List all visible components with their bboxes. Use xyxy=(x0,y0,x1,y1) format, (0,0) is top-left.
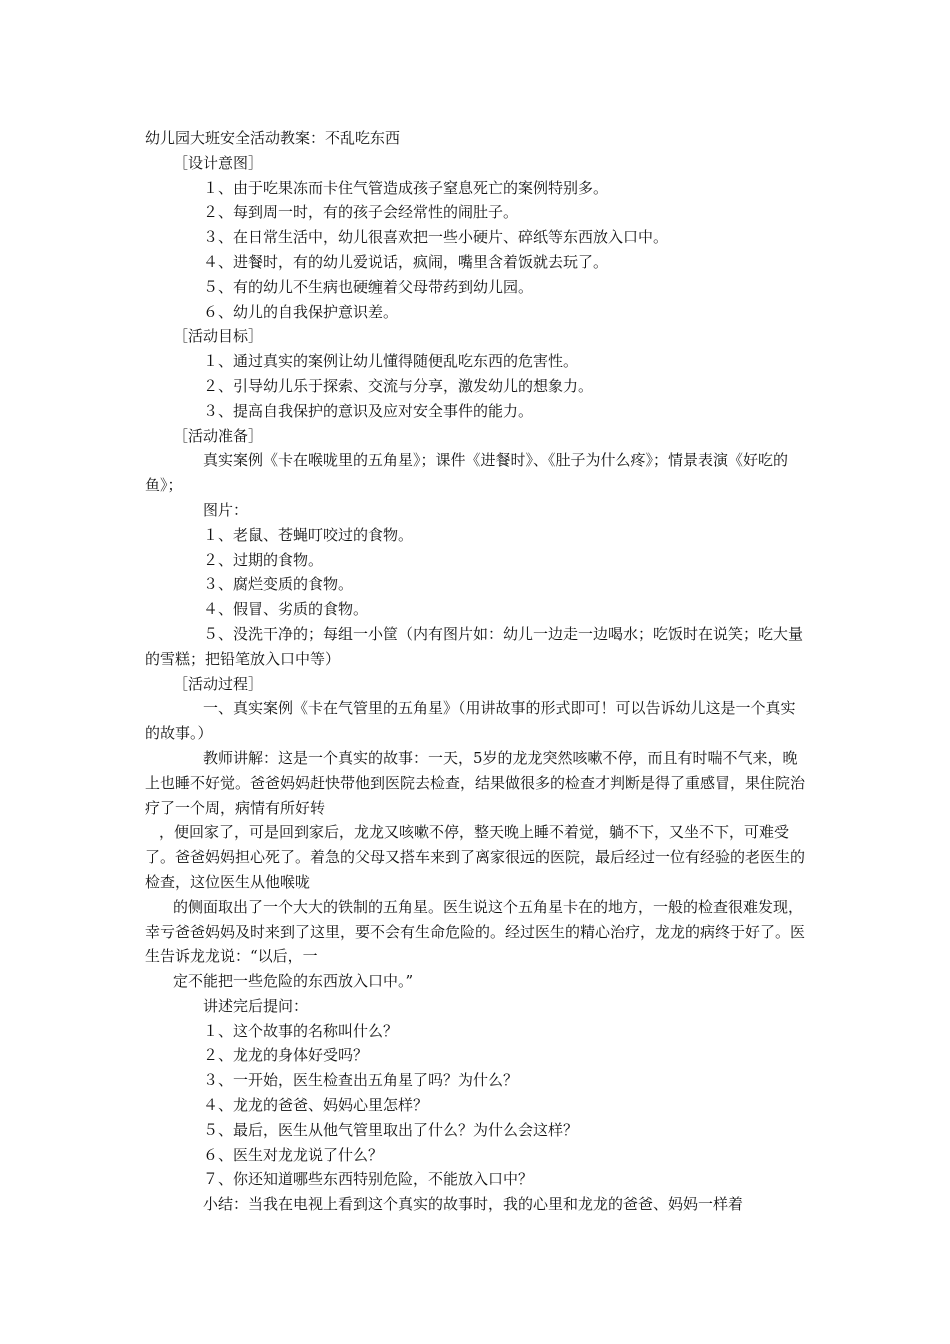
picture-item: ４、假冒、劣质的食物。 xyxy=(203,600,369,619)
teacher-explanation-continued: 的侧面取出了一个大大的铁制的五角星。医生说这个五角星卡在的地方，一般的检查很难发现，幸亏爸爸妈妈及时来到了这里，要不会有生命危险的。经过医生的精心治疗，龙龙的病终于好了。医生告诉龙龙说：“以后，一 xyxy=(145,897,806,966)
pictures-label: 图片： xyxy=(203,500,249,519)
picture-item: ２、过期的食物。 xyxy=(203,550,324,569)
design-intent-item: ５、有的幼儿不生病也硬缠着父母带药到幼儿园。 xyxy=(203,277,534,296)
design-intent-item: １、由于吃果冻而卡住气管造成孩子窒息死亡的案例特别多。 xyxy=(203,178,609,197)
summary-text: 小结：当我在电视上看到这个真实的故事时，我的心里和龙龙的爸爸、妈妈一样着 xyxy=(203,1195,744,1214)
design-intent-item: ６、幼儿的自我保护意识差。 xyxy=(203,302,399,321)
design-intent-item: ４、进餐时，有的幼儿爱说话，疯闹，嘴里含着饭就去玩了。 xyxy=(203,252,609,271)
questions-label: 讲述完后提问： xyxy=(203,996,309,1015)
question-item: １、这个故事的名称叫什么？ xyxy=(203,1021,399,1040)
goal-item: １、通过真实的案例让幼儿懂得随便乱吃东西的危害性。 xyxy=(203,352,579,371)
question-item: ３、一开始，医生检查出五角星了吗？为什么？ xyxy=(203,1071,519,1090)
question-item: ６、医生对龙龙说了什么？ xyxy=(203,1145,384,1164)
design-intent-item: ２、每到周一时，有的孩子会经常性的闹肚子。 xyxy=(203,203,519,222)
preparation-heading: ［活动准备］ xyxy=(173,426,264,445)
preparation-materials: 真实案例《卡在喉咙里的五角星》；课件《进餐时》、《肚子为什么疼》；情景表演《好吃的鱼》； xyxy=(145,451,789,495)
process-heading: ［活动过程］ xyxy=(173,674,264,693)
process-step-1: 一、真实案例《卡在气管里的五角星》（用讲故事的形式即可！可以告诉幼儿这是一个真实的故事。） xyxy=(145,699,796,743)
question-item: ２、龙龙的身体好受吗？ xyxy=(203,1046,369,1065)
question-item: ４、龙龙的爸爸、妈妈心里怎样？ xyxy=(203,1096,429,1115)
teacher-explanation-end: 定不能把一些危险的东西放入口中。” xyxy=(173,972,414,991)
teacher-explanation: 教师讲解：这是一个真实的故事：一天，5岁的龙龙突然咳嗽不停，而且有时喘不气来，晚上也睡不好觉。爸爸妈妈赶快带他到医院去检查，结果做很多的检查才判断是得了重感冒，果住院治疗了一个周，病情有所好转 xyxy=(145,748,806,817)
question-item: ７、你还知道哪些东西特别危险，不能放入口中？ xyxy=(203,1170,534,1189)
design-intent-item: ３、在日常生活中，幼儿很喜欢把一些小硬片、碎纸等东西放入口中。 xyxy=(203,228,669,247)
goals-heading: ［活动目标］ xyxy=(173,327,264,346)
question-item: ５、最后，医生从他气管里取出了什么？为什么会这样？ xyxy=(203,1120,579,1139)
goal-item: ３、提高自我保护的意识及应对安全事件的能力。 xyxy=(203,401,534,420)
goal-item: ２、引导幼儿乐于探索、交流与分享，激发幼儿的想象力。 xyxy=(203,376,594,395)
design-intent-heading: ［设计意图］ xyxy=(173,153,264,172)
picture-item: ３、腐烂变质的食物。 xyxy=(203,575,354,594)
document-title: 幼儿园大班安全活动教案：不乱吃东西 xyxy=(145,129,401,147)
teacher-explanation-continued: ，便回家了，可是回到家后，龙龙又咳嗽不停，整天晚上睡不着觉，躺不下，又坐不下，可难受了。爸爸妈妈担心死了。着急的父母又搭车来到了离家很远的医院，最后经过一位有经验的老医生的检查，这位医生从他喉咙 xyxy=(145,823,806,891)
picture-item: ５、没洗干净的；每组一小筐（内有图片如：幼儿一边走一边喝水；吃饭时在说笑；吃大量的雪糕；把铅笔放入口中等） xyxy=(145,624,804,668)
document-body xyxy=(145,126,810,1217)
picture-item: １、老鼠、苍蝇叮咬过的食物。 xyxy=(203,525,414,544)
